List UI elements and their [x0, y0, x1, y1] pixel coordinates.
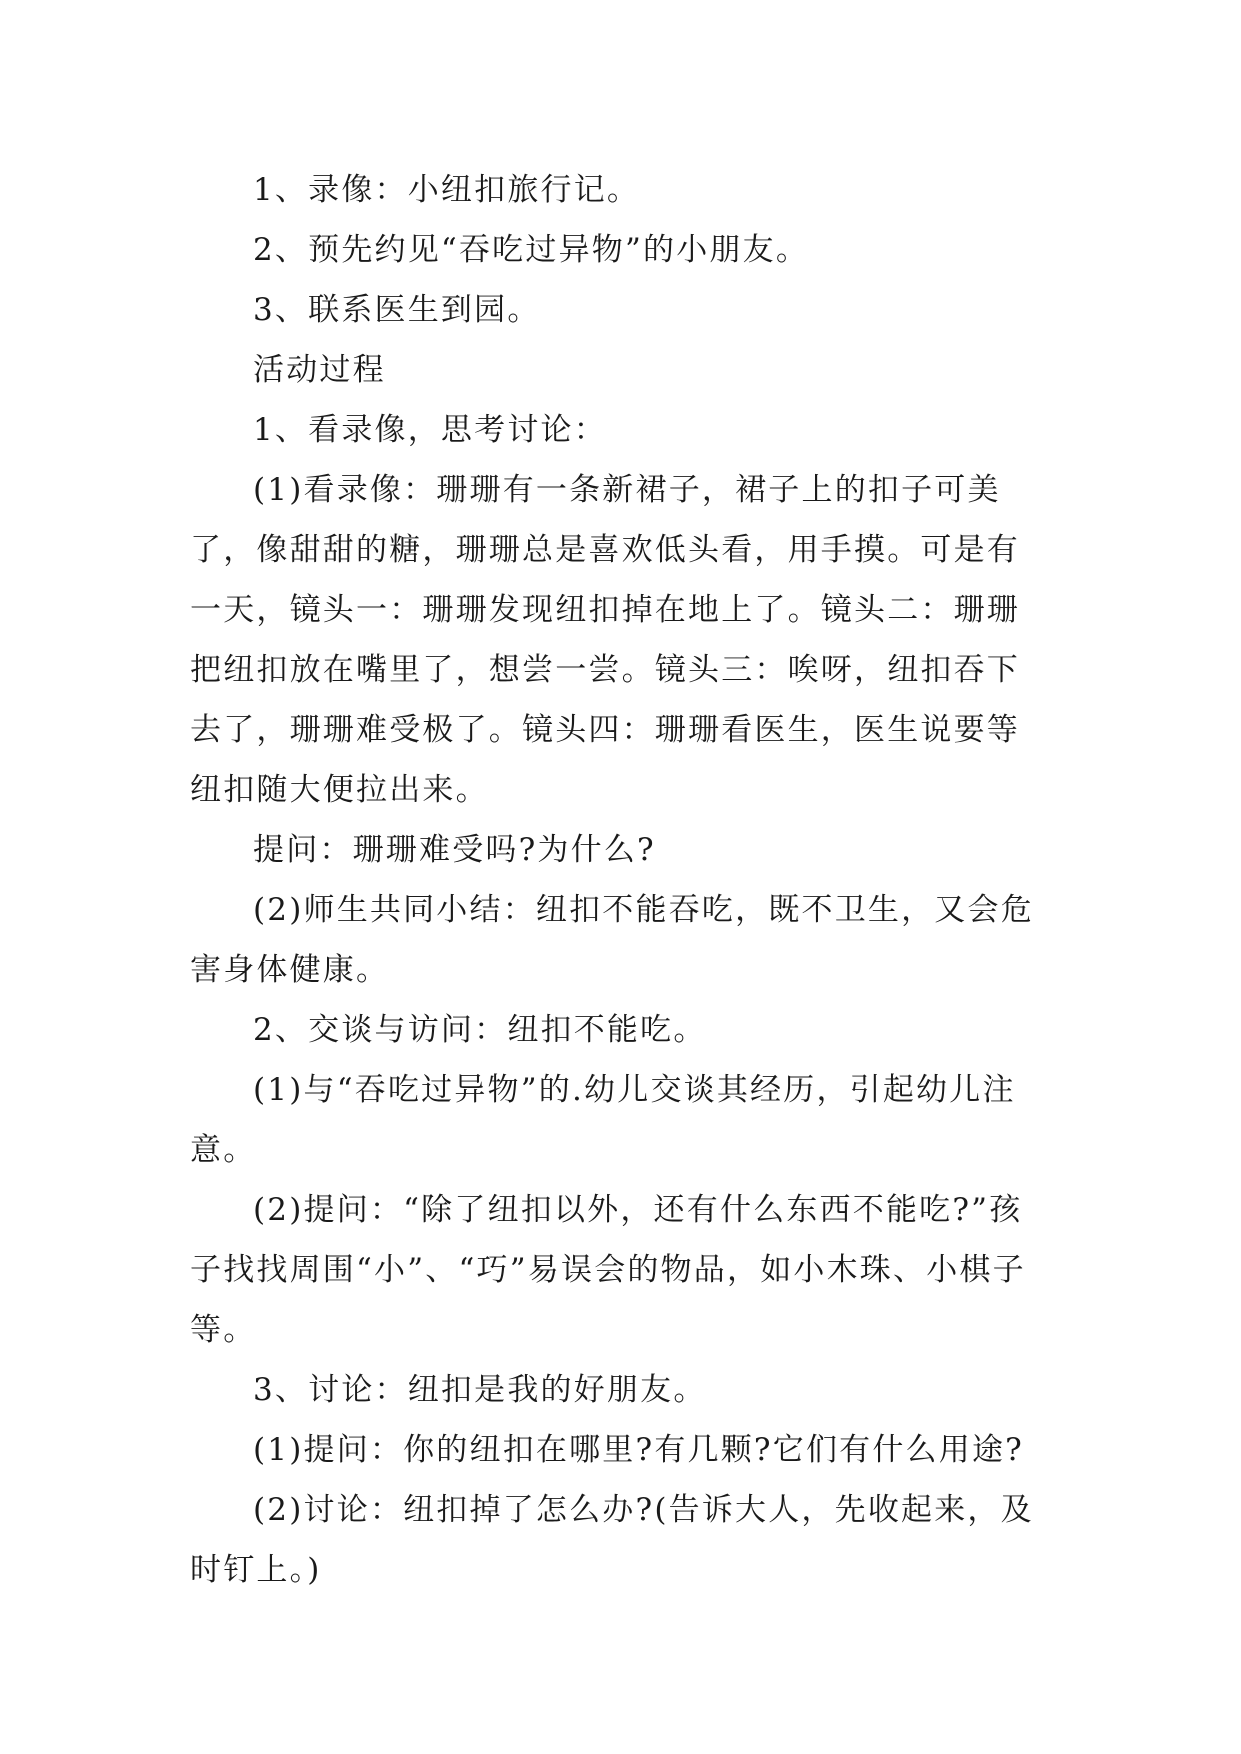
material-item-2: 2、预先约见“吞吃过异物”的小朋友。 — [253, 232, 810, 268]
section-heading-activity-process: 活动过程 — [253, 352, 386, 388]
step-2-heading: 2、交谈与访问：纽扣不能吃。 — [253, 1012, 707, 1048]
step-1-part-1: (1)看录像：珊珊有一条新裙子，裙子上的扣子可美了，像甜甜的糖，珊珊总是喜欢低头看，用手摸。可是有一天，镜头一：珊珊发现纽扣掉在地上了。镜头二：珊珊把纽扣放在嘴里了，想尝一尝。镜头三：唉呀，纽扣吞下去了，珊珊难受极了。镜头四：珊珊看医生，医生说要等纽扣随大便拉出来。 — [190, 472, 1020, 808]
step-1-heading: 1、看录像，思考讨论： — [253, 412, 607, 448]
step-2-part-2: (2)提问：“除了纽扣以外，还有什么东西不能吃?”孩子找找周围“小”、“巧”易误会的物品，如小木珠、小棋子等。 — [190, 1192, 1026, 1348]
step-3-part-2: (2)讨论：纽扣掉了怎么办?(告诉大人，先收起来，及时钉上。) — [190, 1492, 1034, 1588]
step-3-part-1: (1)提问：你的纽扣在哪里?有几颗?它们有什么用途? — [253, 1432, 1024, 1468]
material-item-3: 3、联系医生到园。 — [253, 292, 541, 328]
material-item-1: 1、录像：小纽扣旅行记。 — [253, 172, 641, 208]
document-page — [190, 160, 1050, 1640]
step-1-question: 提问：珊珊难受吗?为什么? — [253, 832, 656, 868]
step-3-heading: 3、讨论：纽扣是我的好朋友。 — [253, 1372, 707, 1408]
step-1-part-2: (2)师生共同小结：纽扣不能吞吃，既不卫生，又会危害身体健康。 — [190, 892, 1034, 988]
step-2-part-1: (1)与“吞吃过异物”的.幼儿交谈其经历，引起幼儿注意。 — [190, 1072, 1016, 1168]
